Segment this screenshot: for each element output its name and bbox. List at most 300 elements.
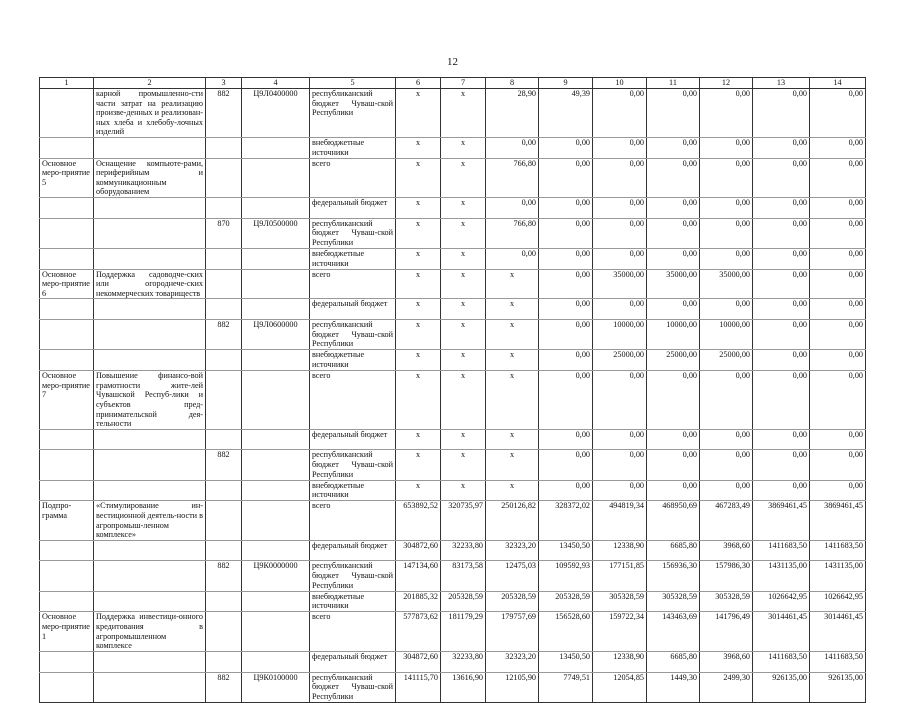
table-row — [40, 299, 866, 320]
row-value: 0,00 — [753, 218, 810, 248]
row-value: 3968,60 — [700, 651, 753, 672]
row-value: 0,00 — [810, 158, 866, 197]
row-budget-code: Ц9Л0500000 — [242, 218, 310, 248]
row-value: x — [396, 158, 441, 197]
row-value: 926135,00 — [753, 672, 810, 702]
row-value: x — [396, 218, 441, 248]
row-value: 12105,90 — [486, 672, 539, 702]
row-value: 0,00 — [753, 350, 810, 371]
row-ministry-code — [206, 591, 242, 612]
row-value: 0,00 — [593, 158, 647, 197]
row-group-label: Основное меро-приятие 1 — [40, 612, 94, 651]
table-row — [40, 89, 866, 138]
row-value: 13450,50 — [539, 540, 593, 561]
table-row — [40, 612, 866, 651]
row-value: 766,80 — [486, 218, 539, 248]
row-value: 0,00 — [753, 269, 810, 299]
row-value: 6685,80 — [647, 540, 700, 561]
row-value: 13450,50 — [539, 651, 593, 672]
row-ministry-code — [206, 299, 242, 320]
row-funding-source: всего — [310, 501, 396, 540]
table-row — [40, 350, 866, 371]
row-value: 1431135,00 — [810, 561, 866, 591]
column-header: 14 — [810, 78, 866, 89]
row-value: 0,00 — [700, 299, 753, 320]
row-value: 0,00 — [810, 249, 866, 270]
row-value: 2499,30 — [700, 672, 753, 702]
row-funding-source: всего — [310, 269, 396, 299]
row-value: 320735,97 — [441, 501, 486, 540]
row-description — [94, 198, 206, 219]
row-ministry-code: 870 — [206, 218, 242, 248]
row-value: x — [441, 269, 486, 299]
row-value: 0,00 — [593, 249, 647, 270]
table-row — [40, 249, 866, 270]
row-value: 0,00 — [647, 299, 700, 320]
row-value: 156528,60 — [539, 612, 593, 651]
row-ministry-code: 882 — [206, 561, 242, 591]
row-description — [94, 591, 206, 612]
row-budget-code — [242, 350, 310, 371]
row-value: 0,00 — [647, 198, 700, 219]
row-budget-code — [242, 269, 310, 299]
row-value: 0,00 — [810, 320, 866, 350]
row-value: 0,00 — [753, 450, 810, 480]
row-ministry-code: 882 — [206, 672, 242, 702]
table-row — [40, 198, 866, 219]
row-value: 0,00 — [810, 299, 866, 320]
row-ministry-code — [206, 480, 242, 501]
row-value: x — [441, 249, 486, 270]
row-value: x — [486, 320, 539, 350]
column-header: 9 — [539, 78, 593, 89]
column-header: 13 — [753, 78, 810, 89]
row-group-label — [40, 651, 94, 672]
row-value: 0,00 — [593, 198, 647, 219]
row-group-label: Подпро-грамма — [40, 501, 94, 540]
row-group-label: Основное меро-приятие 5 — [40, 158, 94, 197]
row-value: 0,00 — [810, 350, 866, 371]
row-value: 494819,34 — [593, 501, 647, 540]
row-group-label — [40, 540, 94, 561]
row-value: 25000,00 — [700, 350, 753, 371]
row-value: 25000,00 — [647, 350, 700, 371]
row-value: 0,00 — [539, 480, 593, 501]
row-ministry-code: 882 — [206, 450, 242, 480]
row-value: 653892,52 — [396, 501, 441, 540]
row-value: 1411683,50 — [753, 540, 810, 561]
row-value: 0,00 — [539, 198, 593, 219]
row-value: x — [486, 429, 539, 450]
column-header: 5 — [310, 78, 396, 89]
row-value: 3869461,45 — [753, 501, 810, 540]
row-value: 7749,51 — [539, 672, 593, 702]
row-budget-code — [242, 158, 310, 197]
row-value: 141796,49 — [700, 612, 753, 651]
row-value: 0,00 — [647, 429, 700, 450]
row-value: x — [396, 198, 441, 219]
row-ministry-code — [206, 429, 242, 450]
row-group-label — [40, 137, 94, 158]
row-value: 0,00 — [593, 89, 647, 138]
row-value: x — [441, 198, 486, 219]
row-value: 0,00 — [753, 249, 810, 270]
row-budget-code: Ц9Л0400000 — [242, 89, 310, 138]
row-value: 305328,59 — [700, 591, 753, 612]
row-value: 12338,90 — [593, 540, 647, 561]
row-description — [94, 320, 206, 350]
table-row — [40, 651, 866, 672]
row-funding-source: федеральный бюджет — [310, 540, 396, 561]
row-value: 0,00 — [593, 218, 647, 248]
row-group-label — [40, 218, 94, 248]
budget-table — [39, 77, 866, 703]
row-value: 35000,00 — [593, 269, 647, 299]
row-value: 1431135,00 — [753, 561, 810, 591]
row-value: 0,00 — [753, 89, 810, 138]
table-row — [40, 540, 866, 561]
row-value: x — [396, 249, 441, 270]
row-value: 12338,90 — [593, 651, 647, 672]
row-ministry-code — [206, 651, 242, 672]
row-value: 0,00 — [486, 249, 539, 270]
row-value: x — [396, 320, 441, 350]
row-value: 0,00 — [539, 269, 593, 299]
row-group-label — [40, 480, 94, 501]
row-value: 205328,59 — [486, 591, 539, 612]
row-value: 0,00 — [539, 429, 593, 450]
row-value: x — [441, 299, 486, 320]
row-value: x — [396, 450, 441, 480]
row-value: 1411683,50 — [753, 651, 810, 672]
row-ministry-code: 882 — [206, 320, 242, 350]
row-value: 304872,60 — [396, 540, 441, 561]
row-value: 0,00 — [647, 371, 700, 430]
row-funding-source: внебюджетные источники — [310, 591, 396, 612]
row-value: 1026642,95 — [810, 591, 866, 612]
row-value: 159722,34 — [593, 612, 647, 651]
column-header: 2 — [94, 78, 206, 89]
row-budget-code: Ц9Л0600000 — [242, 320, 310, 350]
table-row — [40, 561, 866, 591]
row-value: 179757,69 — [486, 612, 539, 651]
row-value: 181179,29 — [441, 612, 486, 651]
row-value: 305328,59 — [647, 591, 700, 612]
row-value: 12054,85 — [593, 672, 647, 702]
row-value: x — [441, 480, 486, 501]
row-value: 468950,69 — [647, 501, 700, 540]
row-value: 28,90 — [486, 89, 539, 138]
row-value: 577873,62 — [396, 612, 441, 651]
table-row — [40, 269, 866, 299]
row-funding-source: внебюджетные источники — [310, 350, 396, 371]
row-value: 0,00 — [700, 89, 753, 138]
row-ministry-code — [206, 269, 242, 299]
row-value: 0,00 — [753, 429, 810, 450]
row-group-label — [40, 350, 94, 371]
row-value: x — [486, 450, 539, 480]
row-value: 32233,80 — [441, 540, 486, 561]
row-value: 49,39 — [539, 89, 593, 138]
row-funding-source: федеральный бюджет — [310, 429, 396, 450]
row-funding-source: федеральный бюджет — [310, 299, 396, 320]
row-value: 0,00 — [810, 89, 866, 138]
row-value: 0,00 — [539, 299, 593, 320]
row-value: 3014461,45 — [810, 612, 866, 651]
row-description — [94, 450, 206, 480]
row-value: 3869461,45 — [810, 501, 866, 540]
row-funding-source: внебюджетные источники — [310, 137, 396, 158]
row-value: 0,00 — [539, 350, 593, 371]
row-value: 0,00 — [593, 429, 647, 450]
table-row — [40, 450, 866, 480]
row-value: 0,00 — [593, 480, 647, 501]
row-description — [94, 429, 206, 450]
row-value: 0,00 — [647, 158, 700, 197]
row-value: 12475,03 — [486, 561, 539, 591]
row-description: Поддержка садоводче-ских или огороднече-ских некоммерческих товариществ — [94, 269, 206, 299]
row-value: 201885,32 — [396, 591, 441, 612]
table-row — [40, 371, 866, 430]
row-value: 156936,30 — [647, 561, 700, 591]
row-value: 205328,59 — [441, 591, 486, 612]
row-value: 35000,00 — [700, 269, 753, 299]
row-value: x — [396, 371, 441, 430]
column-header: 3 — [206, 78, 242, 89]
table-row — [40, 218, 866, 248]
row-value: 32233,80 — [441, 651, 486, 672]
row-budget-code — [242, 501, 310, 540]
row-ministry-code — [206, 350, 242, 371]
row-value: 0,00 — [810, 198, 866, 219]
row-value: 35000,00 — [647, 269, 700, 299]
row-group-label: Основное меро-приятие 7 — [40, 371, 94, 430]
row-value: x — [396, 480, 441, 501]
row-value: 109592,93 — [539, 561, 593, 591]
row-value: 0,00 — [700, 480, 753, 501]
table-row — [40, 158, 866, 197]
row-value: 13616,90 — [441, 672, 486, 702]
row-value: 147134,60 — [396, 561, 441, 591]
row-funding-source: республиканский бюджет Чуваш-ской Республики — [310, 218, 396, 248]
row-value: 0,00 — [810, 480, 866, 501]
row-value: 32323,20 — [486, 540, 539, 561]
row-description: Повышение финансо-вой грамотности жите-лей Чувашской Респуб-лики и субъектов пред-принимательской дея-тельности — [94, 371, 206, 430]
column-header: 7 — [441, 78, 486, 89]
row-funding-source: республиканский бюджет Чуваш-ской Республики — [310, 561, 396, 591]
row-group-label — [40, 591, 94, 612]
row-value: x — [441, 371, 486, 430]
row-value: x — [486, 299, 539, 320]
row-budget-code — [242, 249, 310, 270]
row-value: 328372,02 — [539, 501, 593, 540]
row-ministry-code — [206, 501, 242, 540]
row-value: 0,00 — [700, 137, 753, 158]
row-value: 0,00 — [539, 371, 593, 430]
row-group-label — [40, 561, 94, 591]
row-funding-source: всего — [310, 371, 396, 430]
row-description — [94, 350, 206, 371]
row-funding-source: внебюджетные источники — [310, 480, 396, 501]
row-value: 0,00 — [753, 137, 810, 158]
row-description — [94, 249, 206, 270]
table-row — [40, 591, 866, 612]
row-value: 177151,85 — [593, 561, 647, 591]
row-value: 0,00 — [539, 218, 593, 248]
row-funding-source: республиканский бюджет Чуваш-ской Республики — [310, 89, 396, 138]
row-value: 0,00 — [753, 371, 810, 430]
row-value: x — [441, 450, 486, 480]
table-row — [40, 501, 866, 540]
column-header: 11 — [647, 78, 700, 89]
row-value: x — [396, 429, 441, 450]
row-value: 0,00 — [593, 137, 647, 158]
row-value: 1026642,95 — [753, 591, 810, 612]
row-budget-code — [242, 299, 310, 320]
row-budget-code — [242, 198, 310, 219]
row-budget-code — [242, 371, 310, 430]
row-value: 205328,59 — [539, 591, 593, 612]
row-value: x — [441, 158, 486, 197]
row-budget-code — [242, 480, 310, 501]
row-value: 0,00 — [753, 299, 810, 320]
row-group-label — [40, 672, 94, 702]
row-budget-code — [242, 540, 310, 561]
row-value: 0,00 — [700, 249, 753, 270]
row-ministry-code — [206, 158, 242, 197]
row-value: 0,00 — [647, 218, 700, 248]
row-ministry-code — [206, 371, 242, 430]
row-description — [94, 218, 206, 248]
row-value: x — [396, 89, 441, 138]
row-group-label — [40, 320, 94, 350]
row-description — [94, 561, 206, 591]
row-budget-code: Ц9К0100000 — [242, 672, 310, 702]
column-header: 12 — [700, 78, 753, 89]
row-value: 0,00 — [810, 429, 866, 450]
row-value: 6685,80 — [647, 651, 700, 672]
row-group-label — [40, 429, 94, 450]
row-value: 0,00 — [700, 371, 753, 430]
row-group-label: Основное меро-приятие 6 — [40, 269, 94, 299]
row-value: x — [441, 218, 486, 248]
row-value: 0,00 — [753, 480, 810, 501]
row-ministry-code — [206, 137, 242, 158]
row-value: 10000,00 — [593, 320, 647, 350]
row-budget-code: Ц9К0000000 — [242, 561, 310, 591]
row-ministry-code — [206, 198, 242, 219]
row-value: 926135,00 — [810, 672, 866, 702]
row-value: 0,00 — [810, 137, 866, 158]
row-value: 0,00 — [647, 480, 700, 501]
row-description — [94, 299, 206, 320]
row-value: 1449,30 — [647, 672, 700, 702]
row-description — [94, 651, 206, 672]
row-value: 0,00 — [700, 218, 753, 248]
row-value: 0,00 — [700, 429, 753, 450]
row-value: 10000,00 — [700, 320, 753, 350]
row-value: 0,00 — [753, 320, 810, 350]
row-value: 0,00 — [753, 198, 810, 219]
row-value: x — [396, 269, 441, 299]
row-value: 766,80 — [486, 158, 539, 197]
row-group-label — [40, 89, 94, 138]
column-header: 10 — [593, 78, 647, 89]
row-value: x — [441, 429, 486, 450]
row-value: x — [441, 89, 486, 138]
row-value: 305328,59 — [593, 591, 647, 612]
row-ministry-code — [206, 540, 242, 561]
row-value: 141115,70 — [396, 672, 441, 702]
row-value: 467283,49 — [700, 501, 753, 540]
row-ministry-code: 882 — [206, 89, 242, 138]
row-value: 32323,20 — [486, 651, 539, 672]
row-ministry-code — [206, 612, 242, 651]
row-value: 0,00 — [539, 450, 593, 480]
row-budget-code — [242, 429, 310, 450]
row-value: 0,00 — [539, 137, 593, 158]
row-budget-code — [242, 137, 310, 158]
row-description: «Стимулирование ин-вестиционной деятель-ности в агропромыш-ленном комплексе» — [94, 501, 206, 540]
row-value: x — [396, 137, 441, 158]
row-value: 0,00 — [539, 320, 593, 350]
row-value: 83173,58 — [441, 561, 486, 591]
table-row — [40, 320, 866, 350]
table-row — [40, 429, 866, 450]
row-funding-source: республиканский бюджет Чуваш-ской Республики — [310, 450, 396, 480]
row-value: 304872,60 — [396, 651, 441, 672]
row-funding-source: республиканский бюджет Чуваш-ской Республики — [310, 320, 396, 350]
row-value: x — [396, 350, 441, 371]
row-value: 3968,60 — [700, 540, 753, 561]
row-value: 0,00 — [486, 137, 539, 158]
row-budget-code — [242, 612, 310, 651]
row-value: 157986,30 — [700, 561, 753, 591]
row-value: 0,00 — [700, 198, 753, 219]
row-funding-source: республиканский бюджет Чуваш-ской Республики — [310, 672, 396, 702]
row-value: 0,00 — [647, 450, 700, 480]
row-value: 25000,00 — [593, 350, 647, 371]
row-value: 0,00 — [593, 450, 647, 480]
row-value: 143463,69 — [647, 612, 700, 651]
table-row — [40, 137, 866, 158]
row-value: 1411683,50 — [810, 651, 866, 672]
row-value: x — [441, 137, 486, 158]
row-value: 0,00 — [647, 137, 700, 158]
row-value: 0,00 — [593, 299, 647, 320]
row-funding-source: всего — [310, 158, 396, 197]
row-value: 1411683,50 — [810, 540, 866, 561]
row-funding-source: федеральный бюджет — [310, 651, 396, 672]
row-value: 0,00 — [700, 158, 753, 197]
row-group-label — [40, 299, 94, 320]
row-budget-code — [242, 591, 310, 612]
row-value: 3014461,45 — [753, 612, 810, 651]
row-value: 0,00 — [810, 371, 866, 430]
row-value: x — [396, 299, 441, 320]
column-header: 8 — [486, 78, 539, 89]
row-value: x — [486, 371, 539, 430]
row-value: 0,00 — [593, 371, 647, 430]
row-value: x — [441, 350, 486, 371]
row-value: 0,00 — [700, 450, 753, 480]
row-value: 0,00 — [486, 198, 539, 219]
row-description — [94, 540, 206, 561]
row-description — [94, 672, 206, 702]
row-description — [94, 480, 206, 501]
row-value: 0,00 — [810, 218, 866, 248]
row-value: x — [486, 269, 539, 299]
